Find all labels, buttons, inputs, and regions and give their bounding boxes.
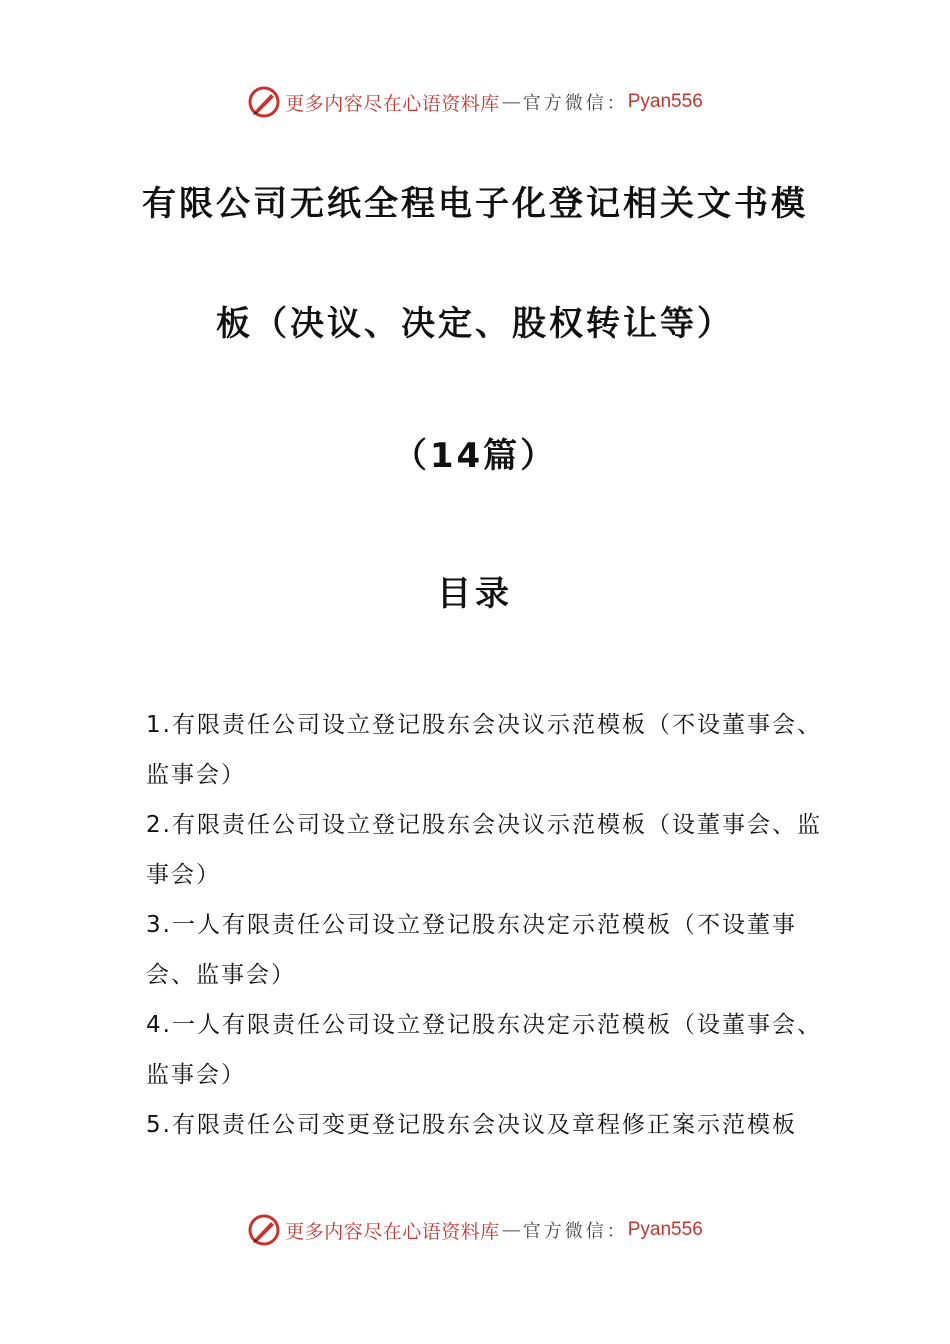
watermark-official: 官方微信：	[522, 93, 628, 114]
watermark-id: Pyan556	[627, 91, 703, 112]
document-title-count: （14篇）	[392, 436, 558, 476]
document-title-line-1: 有限公司无纸全程电子化登记相关文书模	[142, 184, 808, 224]
footer-watermark	[0, 1210, 950, 1250]
watermark-text: 更多内容尽在心语资料库	[285, 92, 500, 115]
toc-item: 3.一人有限责任公司设立登记股东决定示范模板（不设董事会、监事会）	[146, 912, 797, 988]
toc-list	[146, 700, 826, 1150]
watermark-separator: —	[501, 91, 521, 113]
watermark-separator: —	[501, 1219, 521, 1241]
toc-item: 2.有限责任公司设立登记股东会决议示范模板（设董事会、监事会）	[146, 812, 822, 888]
pen-logo-icon	[247, 85, 281, 119]
toc-item: 5.有限责任公司变更登记股东会决议及章程修正案示范模板	[146, 1112, 797, 1138]
header-watermark	[0, 82, 950, 122]
document-title-line-2: 板（决议、决定、股权转让等）	[216, 304, 734, 344]
toc-item: 4.一人有限责任公司设立登记股东决定示范模板（设董事会、监事会）	[146, 1012, 822, 1088]
watermark-official: 官方微信：	[522, 1221, 628, 1242]
pen-logo-icon	[247, 1213, 281, 1247]
watermark-text: 更多内容尽在心语资料库	[285, 1220, 500, 1243]
toc-heading: 目录	[437, 574, 513, 614]
watermark-id: Pyan556	[627, 1219, 703, 1240]
toc-item: 1.有限责任公司设立登记股东会决议示范模板（不设董事会、监事会）	[146, 712, 822, 788]
